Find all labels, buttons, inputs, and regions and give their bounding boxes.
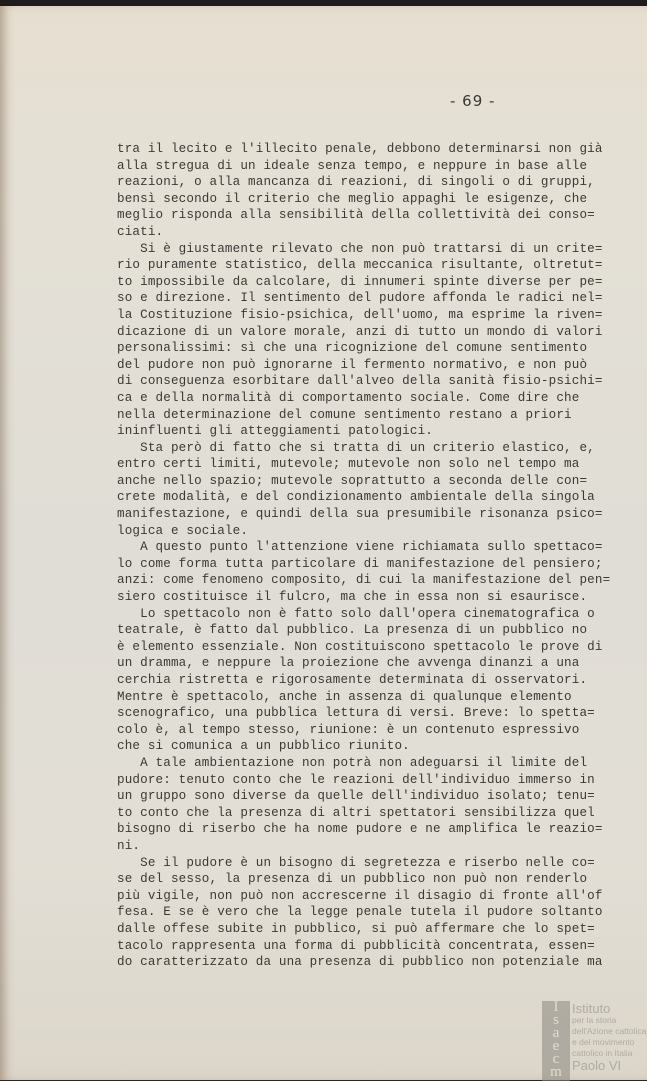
text-line: Lo spettacolo non è fatto solo dall'opera cinematografica o xyxy=(117,606,595,621)
logo-line-paolo-vi: Paolo VI xyxy=(572,1058,622,1073)
text-line: tra il lecito e l'illecito penale, debbono determinarsi non già xyxy=(117,142,603,156)
text-line: do caratterizzato da una presenza di pubblico non potenziale ma xyxy=(117,955,603,970)
text-line: è elemento essenziale. Non costituiscono spettacolo le prove di xyxy=(117,639,603,654)
text-line: più vigile, non può non accrescerne il disagio di fronte all'of xyxy=(117,888,603,903)
text-line: se del sesso, la presenza di un pubblico non può non renderlo xyxy=(117,872,588,887)
logo-text xyxy=(572,1002,646,1073)
text-line: ciati. xyxy=(117,224,164,239)
text-line: teatrale, è fatto dal pubblico. La presenza di un pubblico no xyxy=(117,623,588,638)
logo-letter: c xyxy=(552,1051,560,1067)
text-line: di conseguenza esorbitare dall'alveo della sanità fisio-psichi= xyxy=(117,374,603,389)
text-line: entro certi limiti, mutevole; mutevole non solo nel tempo ma xyxy=(117,457,580,472)
text-line: del pudore non può ignorarne il fermento normativo, e non può xyxy=(117,357,588,372)
text-line: rio puramente statistico, della meccanica risultante, oltretut= xyxy=(117,258,603,273)
logo-line-istituto: Istituto xyxy=(572,1001,611,1016)
text-line: ni. xyxy=(117,838,141,853)
logo-letters xyxy=(542,1001,570,1081)
text-line: reazioni, o alla mancanza di reazioni, di singoli o di gruppi, xyxy=(117,175,595,190)
body-text xyxy=(117,141,611,971)
logo-letter: e xyxy=(552,1038,560,1054)
text-line: un dramma, e neppure la proiezione che avvenga dinanzi a una xyxy=(117,656,580,671)
text-line: ca e della normalità di comportamento sociale. Come dire che xyxy=(117,390,580,405)
logo-letter: m xyxy=(550,1064,562,1080)
text-line: alla stregua di un ideale senza tempo, e neppure in base alle xyxy=(117,158,588,173)
text-line: Mentre è spettacolo, anche in assenza di qualunque elemento xyxy=(117,689,572,704)
text-line: pudore: tenuto conto che le reazioni dell'individuo immerso in xyxy=(117,772,595,787)
logo-letter: a xyxy=(552,1025,560,1041)
logo-line-storia: per la storia xyxy=(572,1015,617,1025)
text-line: cerchia ristretta e rigorosamente determinata di osservatori. xyxy=(117,673,588,687)
logo-letter: I xyxy=(553,999,559,1015)
text-line: crete modalità, e del condizionamento ambientale della singola xyxy=(117,490,595,505)
document-page xyxy=(0,6,647,1080)
text-line: colo è, al tempo stesso, riunione: è un contenuto espressivo xyxy=(117,722,580,737)
text-line: to conto che la presenza di altri spettatori sensibilizza quel xyxy=(117,805,595,820)
text-line: meglio risponda alla sensibilità della collettività dei conso= xyxy=(117,208,595,223)
text-line: anche nello spazio; mutevole soprattutto a seconda delle con= xyxy=(117,473,588,488)
text-line: Si è giustamente rilevato che non può trattarsi di un crite= xyxy=(117,241,603,256)
text-line: dicazione di un valore morale, anzi di tutto un mondo di valori xyxy=(117,324,603,339)
logo-line-italia: cattolico in Italia xyxy=(572,1048,633,1058)
logo-line-azione: dell'Azione cattolica xyxy=(572,1026,647,1036)
logo-line-movimento: e del movimento xyxy=(572,1037,635,1047)
text-line: scenografico, una pubblica lettura di versi. Breve: lo spetta= xyxy=(117,706,595,721)
text-line: bisogno di riserbo che ha nome pudore e ne amplifica le reazio= xyxy=(117,822,603,837)
text-line: fesa. E se è vero che la legge penale tutela il pudore soltanto xyxy=(117,905,603,920)
text-line: to impossibile da calcolare, di innumeri spinte diverse per pe= xyxy=(117,274,603,289)
text-line: dalle offese subite in pubblico, si può affermare che lo spet= xyxy=(117,921,595,936)
text-line: personalissimi: sì che una ricognizione del comune sentimento xyxy=(117,341,588,356)
isacem-watermark-logo xyxy=(540,1001,645,1081)
text-line: un gruppo sono diverse da quelle dell'individuo isolato; tenu= xyxy=(117,789,595,804)
text-line: so e direzione. Il sentimento del pudore affonda le radici nel= xyxy=(117,291,603,306)
text-line: A questo punto l'attenzione viene richiamata sullo spettaco= xyxy=(117,540,603,555)
text-line: nella determinazione del comune sentimento restano a priori xyxy=(117,407,572,422)
text-line: la Costituzione fisio-psichica, dell'uomo, ma esprime la riven= xyxy=(117,307,603,322)
text-line: lo come forma tutta particolare di manifestazione del pensiero; xyxy=(117,556,603,571)
text-line: logica e sociale. xyxy=(117,523,249,538)
text-line: Sta però di fatto che si tratta di un criterio elastico, e, xyxy=(117,440,595,455)
text-line: che si comunica a un pubblico riunito. xyxy=(117,739,410,754)
text-line: Se il pudore è un bisogno di segretezza e riserbo nelle co= xyxy=(117,855,595,870)
text-line: ininfluenti gli atteggiamenti patologici. xyxy=(117,424,434,439)
page-number: - 69 - xyxy=(450,92,496,110)
text-line: manifestazione, e quindi della sua presumibile risonanza psico= xyxy=(117,507,603,522)
logo-letter: s xyxy=(553,1012,559,1028)
text-line: bensì secondo il criterio che meglio appaghi le esigenze, che xyxy=(117,191,588,206)
text-line: A tale ambientazione non potrà non adeguarsi il limite del xyxy=(117,755,588,770)
text-line: siero costituisce il fulcro, ma che in essa non si esaurisce. xyxy=(117,590,588,605)
text-line: tacolo rappresenta una forma di pubblicità concentrata, essen= xyxy=(117,938,595,953)
text-line: anzi: come fenomeno composito, di cui la manifestazione del pen= xyxy=(117,573,611,588)
